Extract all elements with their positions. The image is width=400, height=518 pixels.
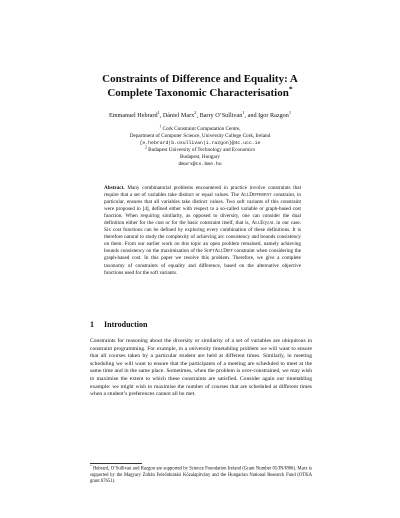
author-name: Barry O’Sullivan [199,112,243,119]
introduction-paragraph: Constraints for reasoning about the diversity or similarity of a set of variables are ubiquitous in constraint programming. For example, in a university timetabling problem we will want to ensure that all courses taken by a particular student are held at different times. Similarly, in meeting scheduling we will want to ensure that the participants of a meeting are scheduled to meet at the same time and in the same place. Sometimes, when the problem is over-constrained, we may wish to maximise the extent to which these constraints are satisfied. Consider again our timetabling example: we might wish to maximise the number of courses that are scheduled at different times when a student’s preferences cannot all be met. [90,338,312,398]
author-name: Igor Razgon [258,112,289,119]
abstract-alldifferent: AllDifferent [240,192,272,199]
affiliation-mark: 1 [159,124,162,129]
abstract-allequal: AllEqual [251,220,275,227]
affiliation-text: Budapest University of Technology and Economics [148,147,255,153]
author-separator: , and [244,112,259,119]
section-title: Introduction [104,320,148,329]
author-affiliation-mark: 1 [157,109,160,115]
abstract-text: constraint, in particular, ensures that all variables take distinct values. Two soft variants of this constraint were proposed in [4], defined either with respect to a so-called variable or graph-based cost function. When requiring similarity, as opposed to diversity, one can consider the dual definition either for the cost or for the basic constraint itself, that is, [104,192,301,227]
footnote [90,466,312,486]
abstract-label: Abstract. [104,185,125,191]
affiliation-2-line-2: Budapest, Hungary [179,154,221,160]
title-line-1: Constraints of Difference and Equality: A [102,73,298,85]
affiliation-2-line-1 [80,147,320,154]
section-heading [90,320,310,330]
title-footnote-mark: * [288,84,293,94]
author-separator: , [196,112,200,119]
abstract-text: constraint when considering the graph-based cost. In this paper we resolve this problem. Therefore, we give a complete taxonomy of constraints of equality and difference, based on the alternative objective functions used for the soft variants. [104,248,301,276]
affiliation-1-line-2: Department of Computer Science, University College Cork, Ireland [129,133,271,139]
section-number: 1 [90,320,94,329]
abstract-text: in our case. Six cost functions can be defined by exploring every combination of these definitions. It is therefore natural to study the complexity of achieving arc consistency and bounds consistency on them. From our earlier work on this topic an open problem remained, namely achieving bounds consistency on the maximisation of the [104,220,301,255]
author-affiliation-mark: 1 [288,109,292,115]
affiliation-1-email: {e.hebrard|b.osullivan|i.razgon}@4c.ucc.ie [139,141,261,146]
author-list [60,109,340,120]
author-name: Emmanuel Hebrard [108,112,158,119]
footnote-rule [90,463,142,464]
author-affiliation-mark: 2 [194,109,197,115]
abstract-softalldiff: SoftAllDiff [204,248,233,255]
author-affiliation-mark: 1 [242,109,245,115]
footnote-text: Hebrard, O’Sullivan and Razgon are supported by Science Foundation Ireland (Grant Number 05/IN/I886). Marx is supported by the Magyary Zoltán Felsőoktatási Közalapítvány and the Hungarian National Research Fund (OTKA grant 67651). [90,466,312,485]
affiliation-text: Cork Constraint Computation Centre, [162,126,241,132]
affiliation-1-line-1 [80,126,320,133]
affiliation-2-email: dmarx@cs.bme.hu [178,162,222,167]
author-separator: , [159,112,163,119]
affiliations [80,126,320,168]
abstract-text: Many combinatorial problems encountered in practice involve constraints that require that a set of variables take distinct or equal values. The [104,185,302,199]
affiliation-mark: 2 [145,145,147,150]
paper-title [60,72,340,100]
abstract [104,185,301,277]
footnote-mark: * [90,464,92,468]
author-name: Dániel Marx [162,112,195,119]
title-line-2: Complete Taxonomic Characterisation [107,87,289,99]
